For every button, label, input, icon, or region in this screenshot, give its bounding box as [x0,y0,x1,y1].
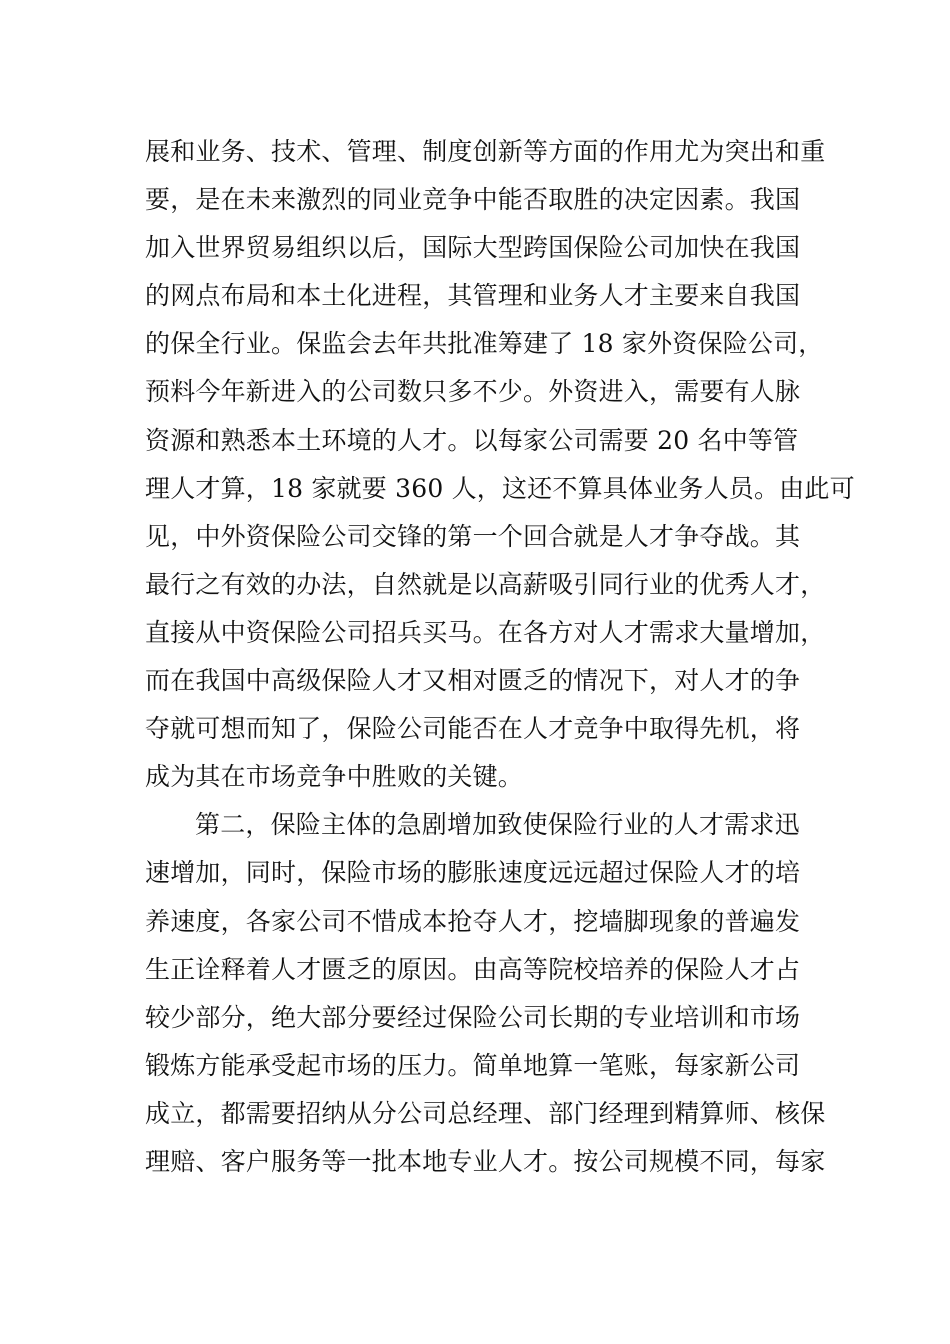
text-line-11: 直接从中资保险公司招兵买马。在各方对人才需求大量增加， [145,617,826,647]
text-line-6: 预料今年新进入的公司数只多不少。外资进入，需要有人脉 [145,377,801,407]
text-line-1: 展和业务、技术、管理、制度创新等方面的作用尤为突出和重 [145,137,826,166]
text-line-8: 理人才算，18 家就要 360 人，这还不算具体业务人员。由此可 [145,473,855,503]
text-line-16: 速增加，同时，保险市场的膨胀速度远远超过保险人才的培 [145,858,801,888]
text-line-5: 的保全行业。保监会去年共批准筹建了 18 家外资保险公司， [145,329,824,359]
text-line-7: 资源和熟悉本土环境的人才。以每家公司需要 20 名中等管 [145,425,799,455]
text-line-9: 见，中外资保险公司交锋的第一个回合就是人才争夺战。其 [145,521,801,551]
paragraph-start-line: 第二，保险主体的急剧增加致使保险行业的人才需求迅 [195,810,800,840]
text-line-17: 养速度，各家公司不惜成本抢夺人才，挖墙脚现象的普遍发 [145,906,801,936]
text-line-2: 要，是在未来激烈的同业竞争中能否取胜的决定因素。我国 [145,185,801,215]
text-line-10: 最行之有效的办法，自然就是以高薪吸引同行业的优秀人才， [145,569,826,599]
body-text [145,128,855,1186]
text-line-3: 加入世界贸易组织以后，国际大型跨国保险公司加快在我国 [145,233,801,263]
text-line-4: 的网点布局和本土化进程，其管理和业务人才主要来自我国 [145,281,801,311]
text-line-18: 生正诠释着人才匮乏的原因。由高等院校培养的保险人才占 [145,954,801,984]
text-line-22: 理赔、客户服务等一批本地专业人才。按公司规模不同，每家 [145,1146,826,1176]
text-line-13: 夺就可想而知了，保险公司能否在人才竞争中取得先机，将 [145,714,801,744]
text-line-19: 较少部分，绝大部分要经过保险公司长期的专业培训和市场 [145,1002,801,1032]
text-line-12: 而在我国中高级保险人才又相对匮乏的情况下，对人才的争 [145,666,801,696]
text-line-20: 锻炼方能承受起市场的压力。简单地算一笔账，每家新公司 [145,1050,801,1080]
text-line-21: 成立，都需要招纳从分公司总经理、部门经理到精算师、核保 [145,1098,826,1128]
text-line-14: 成为其在市场竞争中胜败的关键。 [145,762,524,792]
